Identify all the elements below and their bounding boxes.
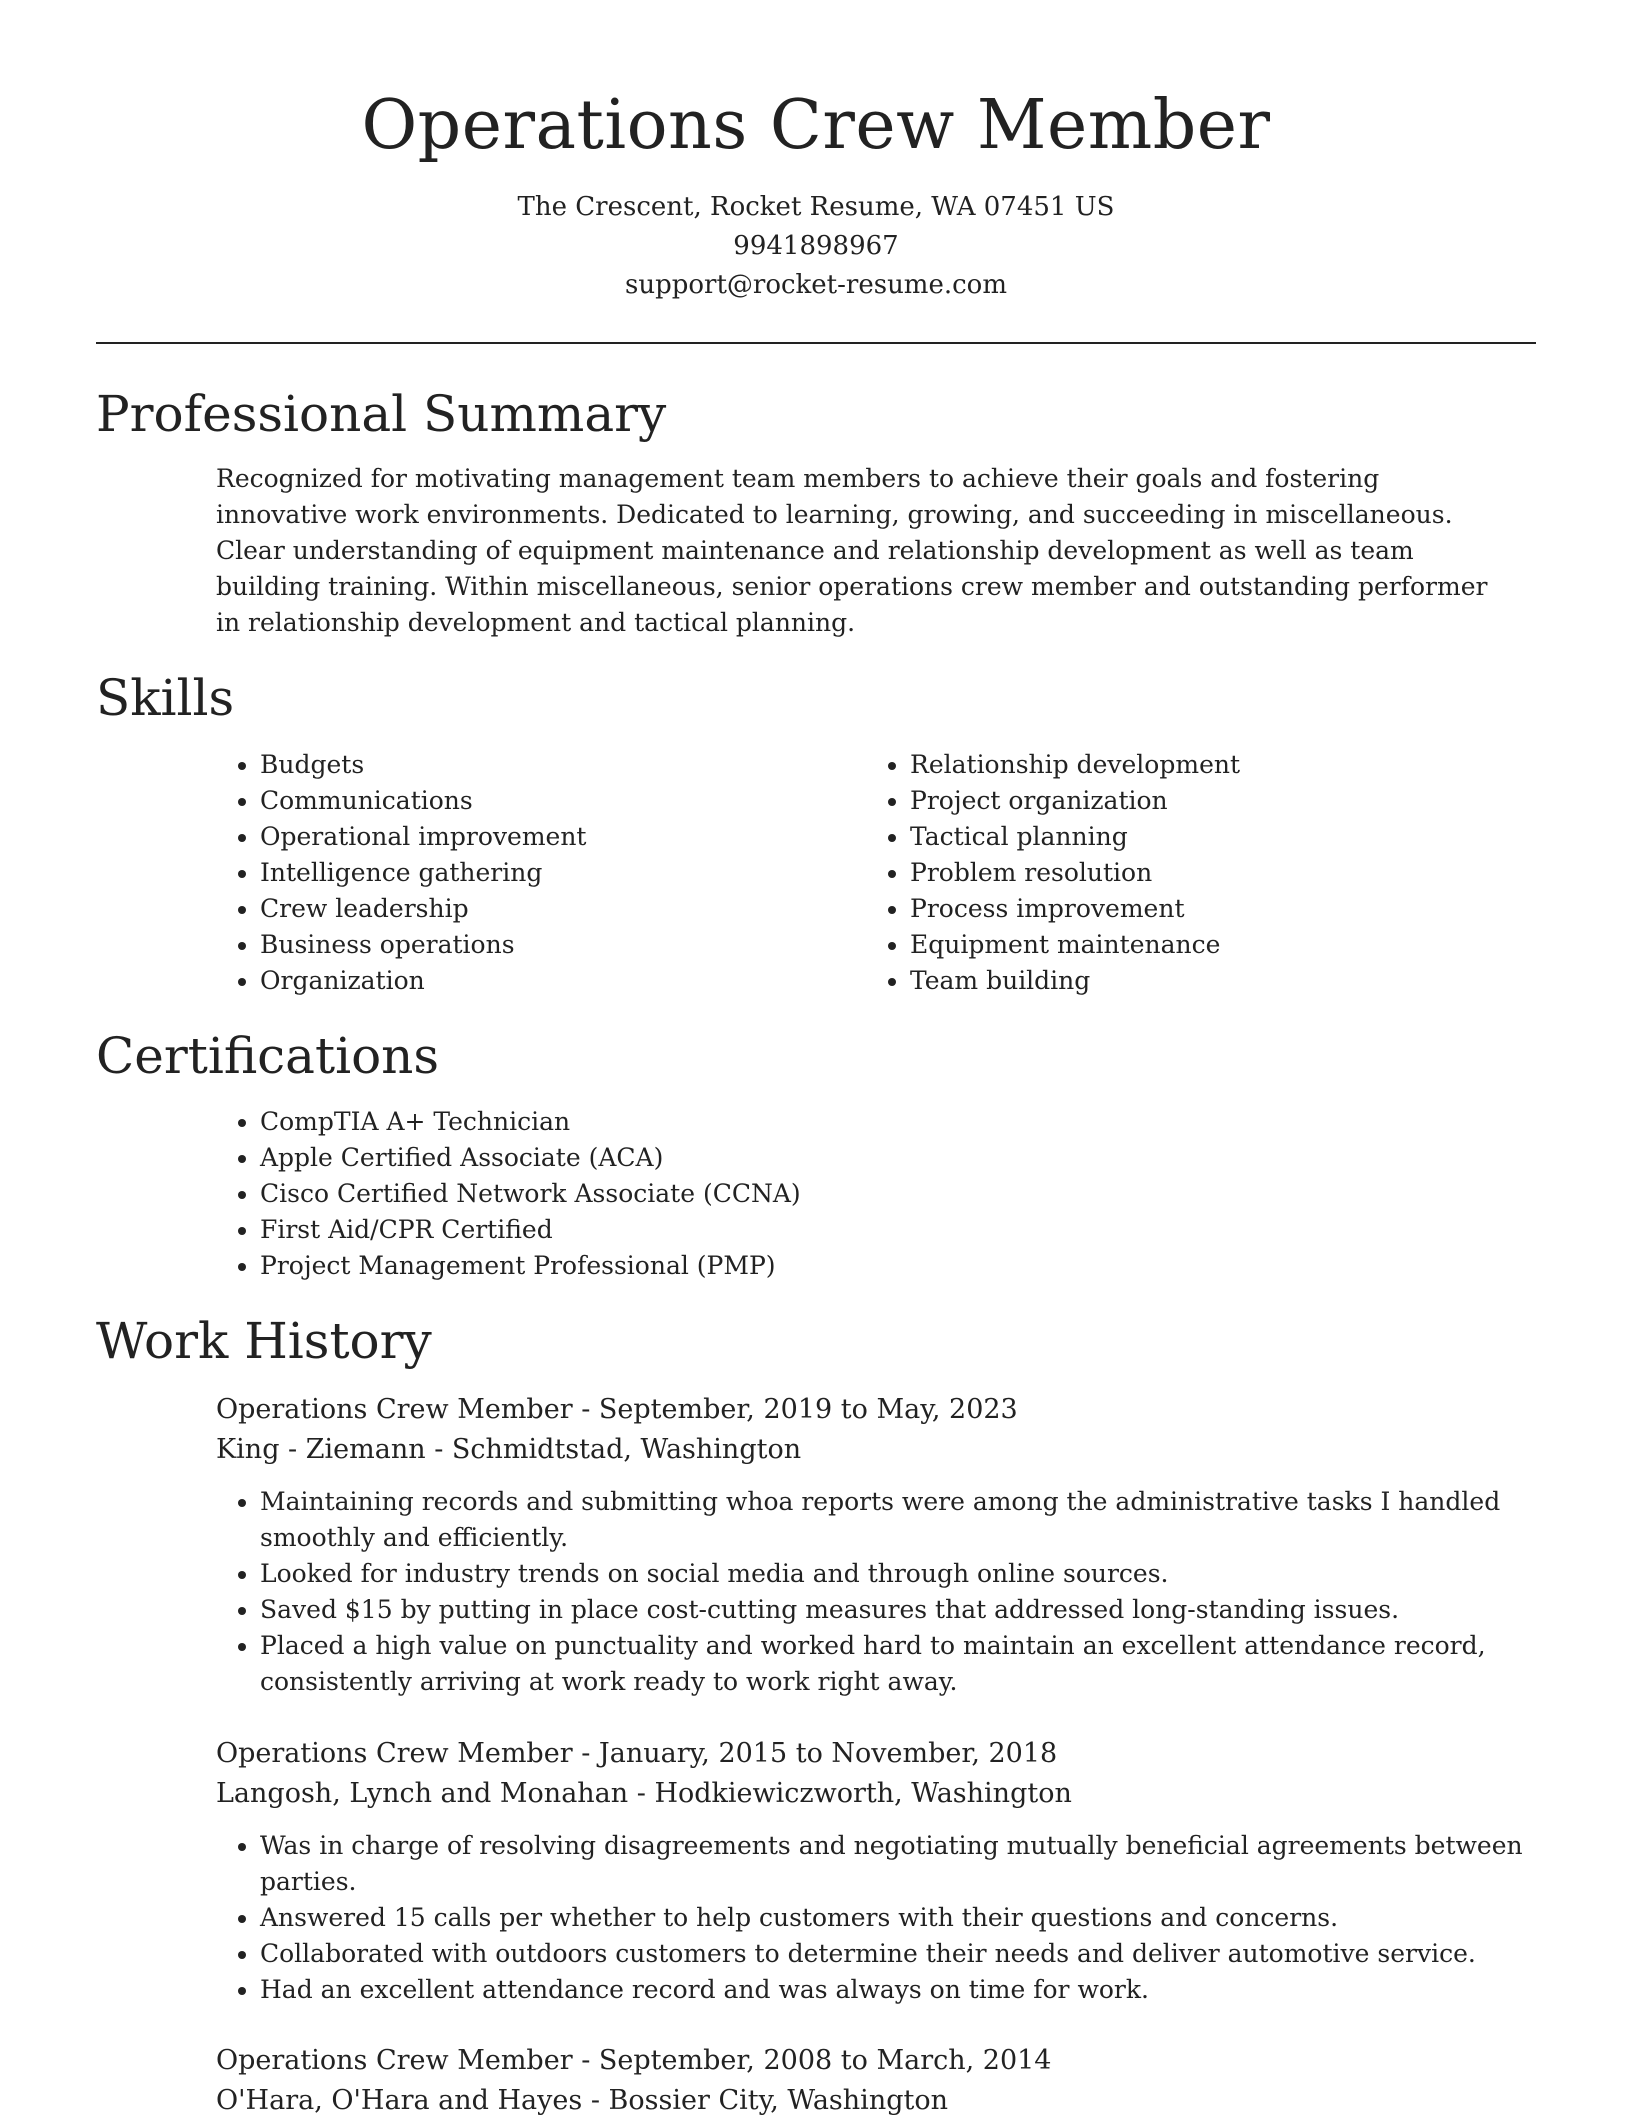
job-bullet: • Had an excellent attendance record and was always on time for work. (260, 1972, 1550, 2008)
job-header (216, 1734, 1072, 1814)
skills-list-left (216, 747, 860, 999)
certification-item: • Project Management Professional (PMP) (260, 1248, 1160, 1284)
skill-item: • Problem resolution (910, 855, 1550, 891)
phone: 9941898967 (733, 231, 899, 261)
job-location: Bossier City, Washington (608, 2085, 948, 2116)
resume-header (0, 0, 1632, 305)
job-title: Operations Crew Member (216, 1738, 573, 1769)
job-company-line (216, 1774, 1072, 1814)
summary-text: Recognized for motivating management team members to achieve their goals and fostering innovative work environments. Dedicated to learning, growing, and succeeding in miscellaneous. Clear understanding of equipment maintenance and relationship development as well as team building training. Within miscellaneous, senior operations crew member and outstanding performer in relationship development and tactical planning. (216, 464, 1488, 637)
job-header (216, 1390, 1018, 1470)
skill-item: • Relationship development (910, 747, 1550, 783)
certifications-list (216, 1104, 1160, 1284)
job-company: King - Ziemann (216, 1434, 426, 1465)
candidate-name: Operations Crew Member (361, 86, 1271, 165)
job-dates: September, 2019 to May, 2023 (598, 1394, 1018, 1425)
skill-item: • Team building (910, 963, 1550, 999)
job-bullet: • Collaborated with outdoors customers to determine their needs and deliver automotive service. (260, 1936, 1550, 1972)
job-bullet: • Looked for industry trends on social media and through online sources. (260, 1556, 1550, 1592)
certification-item: • CompTIA A+ Technician (260, 1104, 1160, 1140)
job-header (216, 2041, 1052, 2121)
job-bullet: • Maintaining records and submitting whoa reports were among the administrative tasks I handled smoothly and efficiently. (260, 1484, 1550, 1556)
job-bullet: • Placed a high value on punctuality and worked hard to maintain an excellent attendance record, consistently arriving at work ready to work right away. (260, 1628, 1550, 1700)
skill-item: • Business operations (260, 927, 860, 963)
job-location: Schmidtstad, Washington (451, 1434, 802, 1465)
job-title-line (216, 1734, 1072, 1774)
separator: - (425, 1434, 452, 1465)
separator: - (572, 1738, 599, 1769)
address: The Crescent, Rocket Resume, WA 07451 US (517, 192, 1115, 222)
job-title: Operations Crew Member (216, 2045, 573, 2076)
header-divider (96, 342, 1536, 344)
skill-item: • Project organization (910, 783, 1550, 819)
skill-item: • Intelligence gathering (260, 855, 860, 891)
job-title-line (216, 1390, 1018, 1430)
separator: - (572, 2045, 599, 2076)
separator: - (572, 1394, 599, 1425)
skills-list-right (866, 747, 1550, 999)
skill-item: • Process improvement (910, 891, 1550, 927)
skill-item: • Organization (260, 963, 860, 999)
job-bullet: • Was in charge of resolving disagreements and negotiating mutually beneficial agreements between parties. (260, 1828, 1550, 1900)
job-title-line (216, 2041, 1052, 2081)
job-location: Hodkiewiczworth, Washington (654, 1778, 1072, 1809)
work-history-heading: Work History (96, 1312, 432, 1370)
skill-item: • Budgets (260, 747, 860, 783)
job-bullet-list (216, 1484, 1550, 1700)
skill-item: • Equipment maintenance (910, 927, 1550, 963)
separator: - (582, 2085, 609, 2116)
job-bullet: • Saved $15 by putting in place cost-cutting measures that addressed long-standing issues. (260, 1592, 1550, 1628)
job-dates: January, 2015 to November, 2018 (598, 1738, 1058, 1769)
job-title: Operations Crew Member (216, 1394, 573, 1425)
certifications-heading: Certifications (96, 1027, 440, 1085)
summary-heading: Professional Summary (96, 385, 667, 443)
skills-heading: Skills (96, 669, 235, 727)
job-company-line (216, 2081, 1052, 2121)
job-bullet: • Answered 15 calls per whether to help customers with their questions and concerns. (260, 1900, 1550, 1936)
certification-item: • Cisco Certified Network Associate (CCNA) (260, 1176, 1160, 1212)
contact-info (0, 188, 1632, 305)
email: support@rocket-resume.com (624, 270, 1007, 300)
job-company-line (216, 1430, 1018, 1470)
skill-item: • Operational improvement (260, 819, 860, 855)
skill-item: • Crew leadership (260, 891, 860, 927)
skill-item: • Tactical planning (910, 819, 1550, 855)
job-dates: September, 2008 to March, 2014 (598, 2045, 1052, 2076)
separator: - (628, 1778, 655, 1809)
skill-item: • Communications (260, 783, 860, 819)
job-company: Langosh, Lynch and Monahan (216, 1778, 629, 1809)
job-bullet-list (216, 1828, 1550, 2008)
certification-item: • First Aid/CPR Certified (260, 1212, 1160, 1248)
job-company: O'Hara, O'Hara and Hayes (216, 2085, 583, 2116)
certification-item: • Apple Certified Associate (ACA) (260, 1140, 1160, 1176)
